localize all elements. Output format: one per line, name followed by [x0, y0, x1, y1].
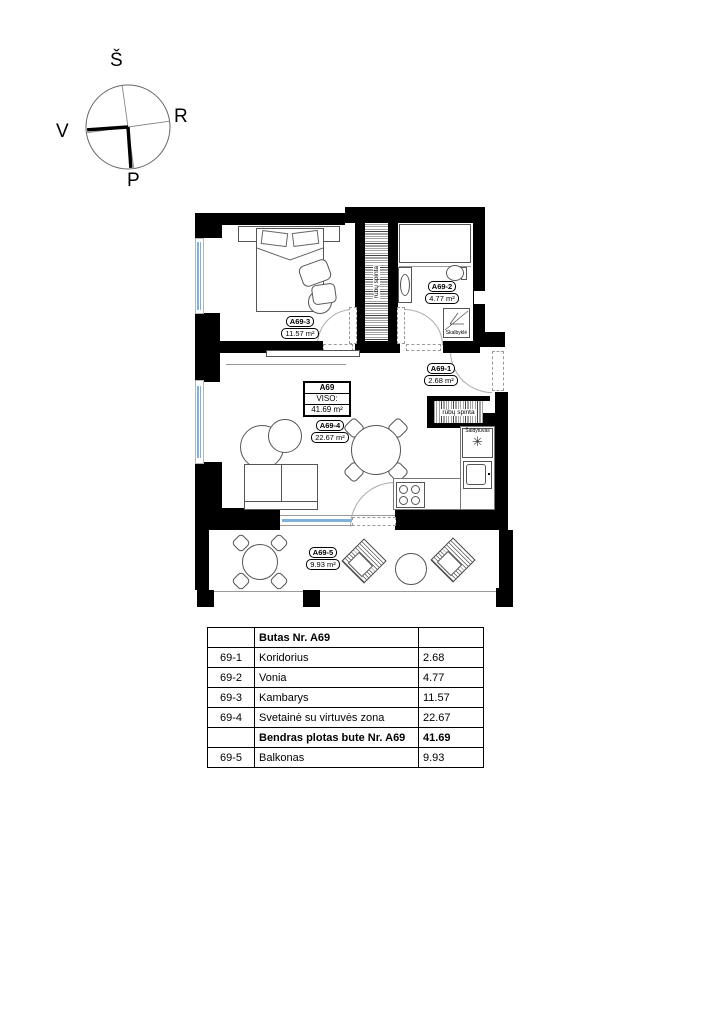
- cell-name: Butas Nr. A69: [255, 628, 419, 648]
- balcony-door-leaf: [352, 517, 396, 526]
- label-room-5: [297, 547, 349, 570]
- wall-top-bedroom: [222, 213, 345, 225]
- table-row-header: [208, 628, 484, 648]
- compass-rose-icon: [83, 82, 173, 172]
- unit-area: 41.69 m²: [311, 405, 343, 414]
- dining-table: [351, 425, 401, 475]
- wall-bottom-right: [395, 508, 508, 530]
- bedroom-door-leaf: [349, 307, 357, 344]
- living-window-glass2: [200, 386, 201, 458]
- stove-burner-1: [399, 485, 408, 494]
- pouf-small: [268, 419, 302, 453]
- compass-label-west: V: [56, 121, 69, 142]
- compass-label-north: Š: [110, 50, 123, 71]
- label-room-2: [417, 281, 467, 304]
- label-room-1: [415, 363, 467, 386]
- wall-bathroom-right: [473, 222, 485, 332]
- stove-burner-2: [411, 485, 420, 494]
- cell-area: 4.77: [419, 668, 484, 688]
- snowflake-icon: ✳: [472, 434, 483, 449]
- cell-name: Bendras plotas bute Nr. A69: [255, 728, 419, 748]
- lounge-chair-2: [430, 537, 475, 582]
- tv-wall-line: [226, 364, 346, 365]
- entrance-door-leaf: [492, 351, 504, 391]
- balcony-pillar-right: [496, 588, 513, 607]
- sofa-front-rail: [245, 501, 317, 502]
- stove-burner-4: [411, 496, 420, 505]
- cell-name: Kambarys: [255, 688, 419, 708]
- wall-balcony-left: [195, 530, 209, 590]
- corridor-wardrobe: [434, 401, 483, 423]
- room-2-id: A69-2: [428, 281, 456, 292]
- bathroom-door-threshold: [406, 344, 441, 351]
- wardrobe-strip-label: rūbų spinta: [373, 266, 380, 299]
- label-room-4: [302, 420, 358, 443]
- compass-label-south: P: [127, 170, 140, 191]
- cell-name: Balkonas: [255, 748, 419, 768]
- bathroom-door-arc: [404, 309, 443, 345]
- sofa: [244, 464, 318, 510]
- cell-area: [419, 628, 484, 648]
- lounge-chair-2-seat: [437, 551, 462, 576]
- unit-caption: VISO:: [305, 394, 349, 405]
- cell-id: 69-2: [208, 668, 255, 688]
- cell-name: Vonia: [255, 668, 419, 688]
- toilet-bowl: [446, 265, 464, 281]
- fridge: [462, 428, 493, 458]
- compass-label-east: R: [174, 106, 188, 127]
- corridor-wardrobe-label: rūbų spinta: [442, 408, 475, 416]
- wall-right-below-door: [495, 392, 508, 430]
- cell-name: Koridorius: [255, 648, 419, 668]
- balcony-pillar-left: [197, 590, 214, 607]
- room-3-area: 11.57 m²: [281, 328, 318, 339]
- room-4-id: A69-4: [316, 420, 344, 431]
- washer-label: Skalbyklė: [445, 330, 468, 336]
- table-row: [208, 748, 484, 768]
- room-2-area: 4.77 m²: [425, 293, 458, 304]
- wall-shaft-notch: [474, 291, 485, 304]
- wardrobe-strip: [365, 224, 388, 341]
- sofa-cushion-divider: [281, 465, 282, 501]
- wardrobe2-wall-left: [427, 396, 434, 428]
- lounge-chair-1-seat: [348, 552, 373, 577]
- table-row: [208, 668, 484, 688]
- cell-id: [208, 628, 255, 648]
- table-row: [208, 688, 484, 708]
- bathroom-sink-basin: [400, 274, 410, 296]
- bedroom-side-table: [311, 282, 338, 305]
- cell-id: 69-4: [208, 708, 255, 728]
- cell-name: Svetainė su virtuvės zona: [255, 708, 419, 728]
- wall-balcony-right: [499, 530, 513, 590]
- bedroom-window-glass2: [200, 242, 201, 310]
- bathroom-door-leaf: [397, 307, 405, 344]
- room-5-id: A69-5: [309, 547, 337, 558]
- wall-left-upper: [195, 313, 220, 338]
- table-row-total: [208, 728, 484, 748]
- cell-id: 69-5: [208, 748, 255, 768]
- cell-id: 69-3: [208, 688, 255, 708]
- room-1-area: 2.68 m²: [424, 375, 457, 386]
- wall-bath-bottom-right: [443, 341, 480, 353]
- cell-id: [208, 728, 255, 748]
- table-row: [208, 708, 484, 728]
- balcony-door-glass: [282, 519, 352, 522]
- cell-area: 41.69: [419, 728, 484, 748]
- cell-area: 11.57: [419, 688, 484, 708]
- room-1-id: A69-1: [427, 363, 455, 374]
- area-table: [207, 627, 484, 768]
- room-3-id: A69-3: [286, 316, 314, 327]
- cell-id: 69-1: [208, 648, 255, 668]
- cell-area: 2.68: [419, 648, 484, 668]
- wall-left-lower: [195, 462, 222, 510]
- shower-bath: [399, 224, 471, 263]
- balcony-pillar-middle: [303, 590, 320, 607]
- washing-machine: [443, 308, 470, 338]
- cell-area: 22.67: [419, 708, 484, 728]
- living-window-glass: [197, 386, 199, 458]
- kitchen-sink-tap: [488, 473, 490, 475]
- label-unit-total: [303, 381, 351, 417]
- compass: [0, 0, 220, 210]
- label-room-3: [268, 316, 332, 339]
- room-4-area: 22.67 m²: [311, 432, 349, 443]
- wall-top-left-corner: [195, 213, 222, 238]
- kitchen-sink-basin: [466, 464, 486, 485]
- unit-id: A69: [305, 383, 349, 394]
- stove-burner-3: [399, 496, 408, 505]
- bedroom-window-glass: [197, 242, 199, 310]
- washer-cross-icon: [444, 310, 469, 331]
- wall-bottom-left: [195, 508, 280, 530]
- cell-area: 9.93: [419, 748, 484, 768]
- wall-top-bathroom: [345, 207, 485, 223]
- table-row: [208, 648, 484, 668]
- fridge-label: Šaldytuvas: [465, 428, 490, 434]
- balcony-edge-line: [197, 591, 513, 592]
- room-5-area: 9.93 m²: [306, 559, 339, 570]
- balcony-table: [242, 544, 278, 580]
- balcony-side-table: [395, 553, 427, 585]
- tv-bench: [266, 350, 360, 357]
